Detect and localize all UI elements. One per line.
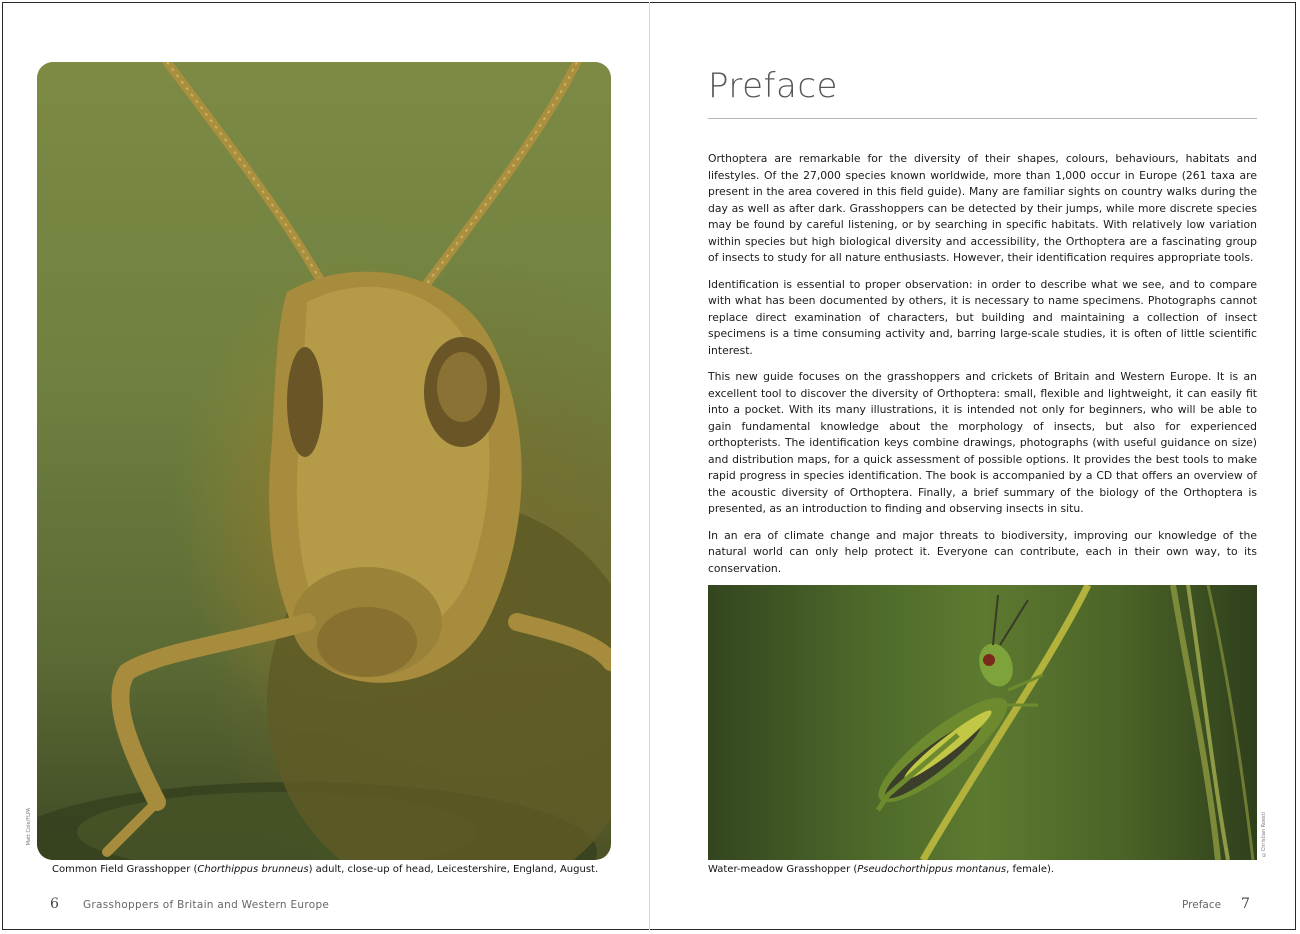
photo-credit-left: Matt Cole/FLPA — [26, 808, 32, 846]
paragraph: This new guide focuses on the grasshoppers and crickets of Britain and Western Europe. It is an excellent tool to discover the diversity of Orthoptera: small, flexible and lightweight, it can easily fit into a pocket. With its many illustrations, it is intended not only for beginners, who will be able to gain fundamental knowledge about the morphology of insects, but also for experienced orthopterists. The identification keys combine drawings, photographs (with useful guidance on size) and distribution maps, for a quick assessment of possible options. It provides the best tools to make rapid progress in species identification. The book is accompanied by a CD that offers an overview of the acoustic diversity of Orthoptera. Finally, a brief summary of the biology of the Orthoptera is presented, as an introduction to finding and observing insects in situ. — [708, 370, 1257, 515]
photo-credit-right: ©Christian Roesti — [1261, 812, 1267, 858]
caption-right — [708, 863, 1054, 876]
caption-left-prefix: Common Field Grasshopper ( — [52, 864, 198, 875]
page-number-right: 7 — [1241, 896, 1250, 912]
caption-left — [52, 863, 598, 876]
caption-left-suffix: ) adult, close-up of head, Leicestershire, England, August. — [308, 864, 599, 875]
caption-left-species: Chorthippus brunneus — [197, 864, 309, 875]
paragraph: Orthoptera are remarkable for the diversity of their shapes, colours, behaviours, habitats and lifestyles. Of the 27,000 species known worldwide, more than 1,000 occur in Europe (261 taxa are present in the area covered in this field guide). Many are familiar sights on country walks during the day as well as after dark. Grasshoppers can be detected by their jumps, while more discrete species may be found by careful listening, or by searching in specific habitats. With relatively low variation within species but high biological diversity and accessibility, the Orthoptera are a fascinating group of insects to study for all nature enthusiasts. However, their identification requires appropriate tools. — [708, 152, 1257, 264]
grasshopper-head-photo — [37, 62, 611, 860]
running-title-left: Grasshoppers of Britain and Western Europe — [83, 899, 330, 911]
grasshopper-stem-illustration — [708, 585, 1257, 860]
preface-body — [708, 151, 1257, 620]
page-number-left: 6 — [50, 896, 59, 912]
gutter — [649, 2, 650, 930]
grasshopper-stem-photo — [708, 585, 1257, 860]
caption-right-suffix: , female). — [1006, 864, 1055, 875]
caption-right-prefix: Water-meadow Grasshopper ( — [708, 864, 858, 875]
running-title-right: Preface — [1182, 899, 1222, 911]
caption-right-species: Pseudochorthippus montanus — [857, 864, 1007, 875]
paragraph: In an era of climate change and major threats to biodiversity, improving our knowledge of the natural world can only help protect it. Everyone can contribute, each in their own way, to its conservation. — [708, 528, 1257, 575]
page-title: Preface — [708, 66, 838, 106]
grasshopper-head-illustration — [37, 62, 611, 860]
paragraph: Identification is essential to proper observation: in order to describe what we see, and to compare with what has been documented by others, it is necessary to name specimens. Photographs cannot replace direct examination of characters, but building and maintaining a collection of insect specimens is a time consuming activity and, barring large-scale studies, it is often of little scientific interest. — [708, 277, 1257, 357]
title-rule — [708, 118, 1257, 119]
